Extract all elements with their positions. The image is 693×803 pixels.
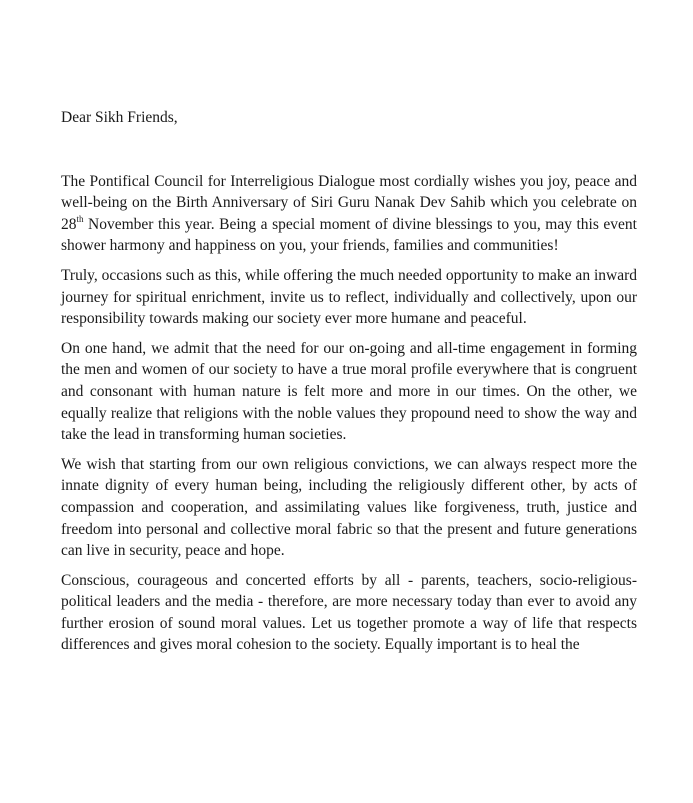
paragraph-1-part-2: November this year. Being a special moment of divine blessings to you, may this event shower harmony and happiness on you, your friends, families and communities! [61,215,637,255]
paragraph-5: Conscious, courageous and concerted efforts by all - parents, teachers, socio-religious-political leaders and the media - therefore, are more necessary today than ever to avoid any further erosion of sound moral values. Let us together promote a way of life that respects differences and gives moral cohesion to the society. Equally important is to heal the [61,571,637,654]
paragraph-1 [61,171,637,257]
ordinal-superscript: th [76,213,84,224]
paragraph-4: We wish that starting from our own religious convictions, we can always respect more the innate dignity of every human being, including the religiously different other, by acts of compassion and cooperation, and assimilating values like forgiveness, truth, justice and freedom into personal and collective moral fabric so that the present and future generations can live in security, peace and hope. [61,455,637,560]
paragraph-2: Truly, occasions such as this, while offering the much needed opportunity to make an inward journey for spiritual enrichment, invite us to reflect, individually and collectively, upon our responsibility towards making our society ever more humane and peaceful. [61,266,637,328]
paragraph-3: On one hand, we admit that the need for our on-going and all-time engagement in forming the men and women of our society to have a true moral profile everywhere that is congruent and consonant with human nature is felt more and more in our times. On the other, we equally realize that religions with the noble values they propound need to show the way and take the lead in transforming human societies. [61,339,637,444]
salutation: Dear Sikh Friends, [61,109,178,126]
paragraph-1-part-1: The Pontifical Council for Interreligious Dialogue most cordially wishes you joy, peace and well-being on the Birth Anniversary of Siri Guru Nanak Dev Sahib which you celebrate on 28 [61,172,637,233]
letter-body [61,107,637,664]
